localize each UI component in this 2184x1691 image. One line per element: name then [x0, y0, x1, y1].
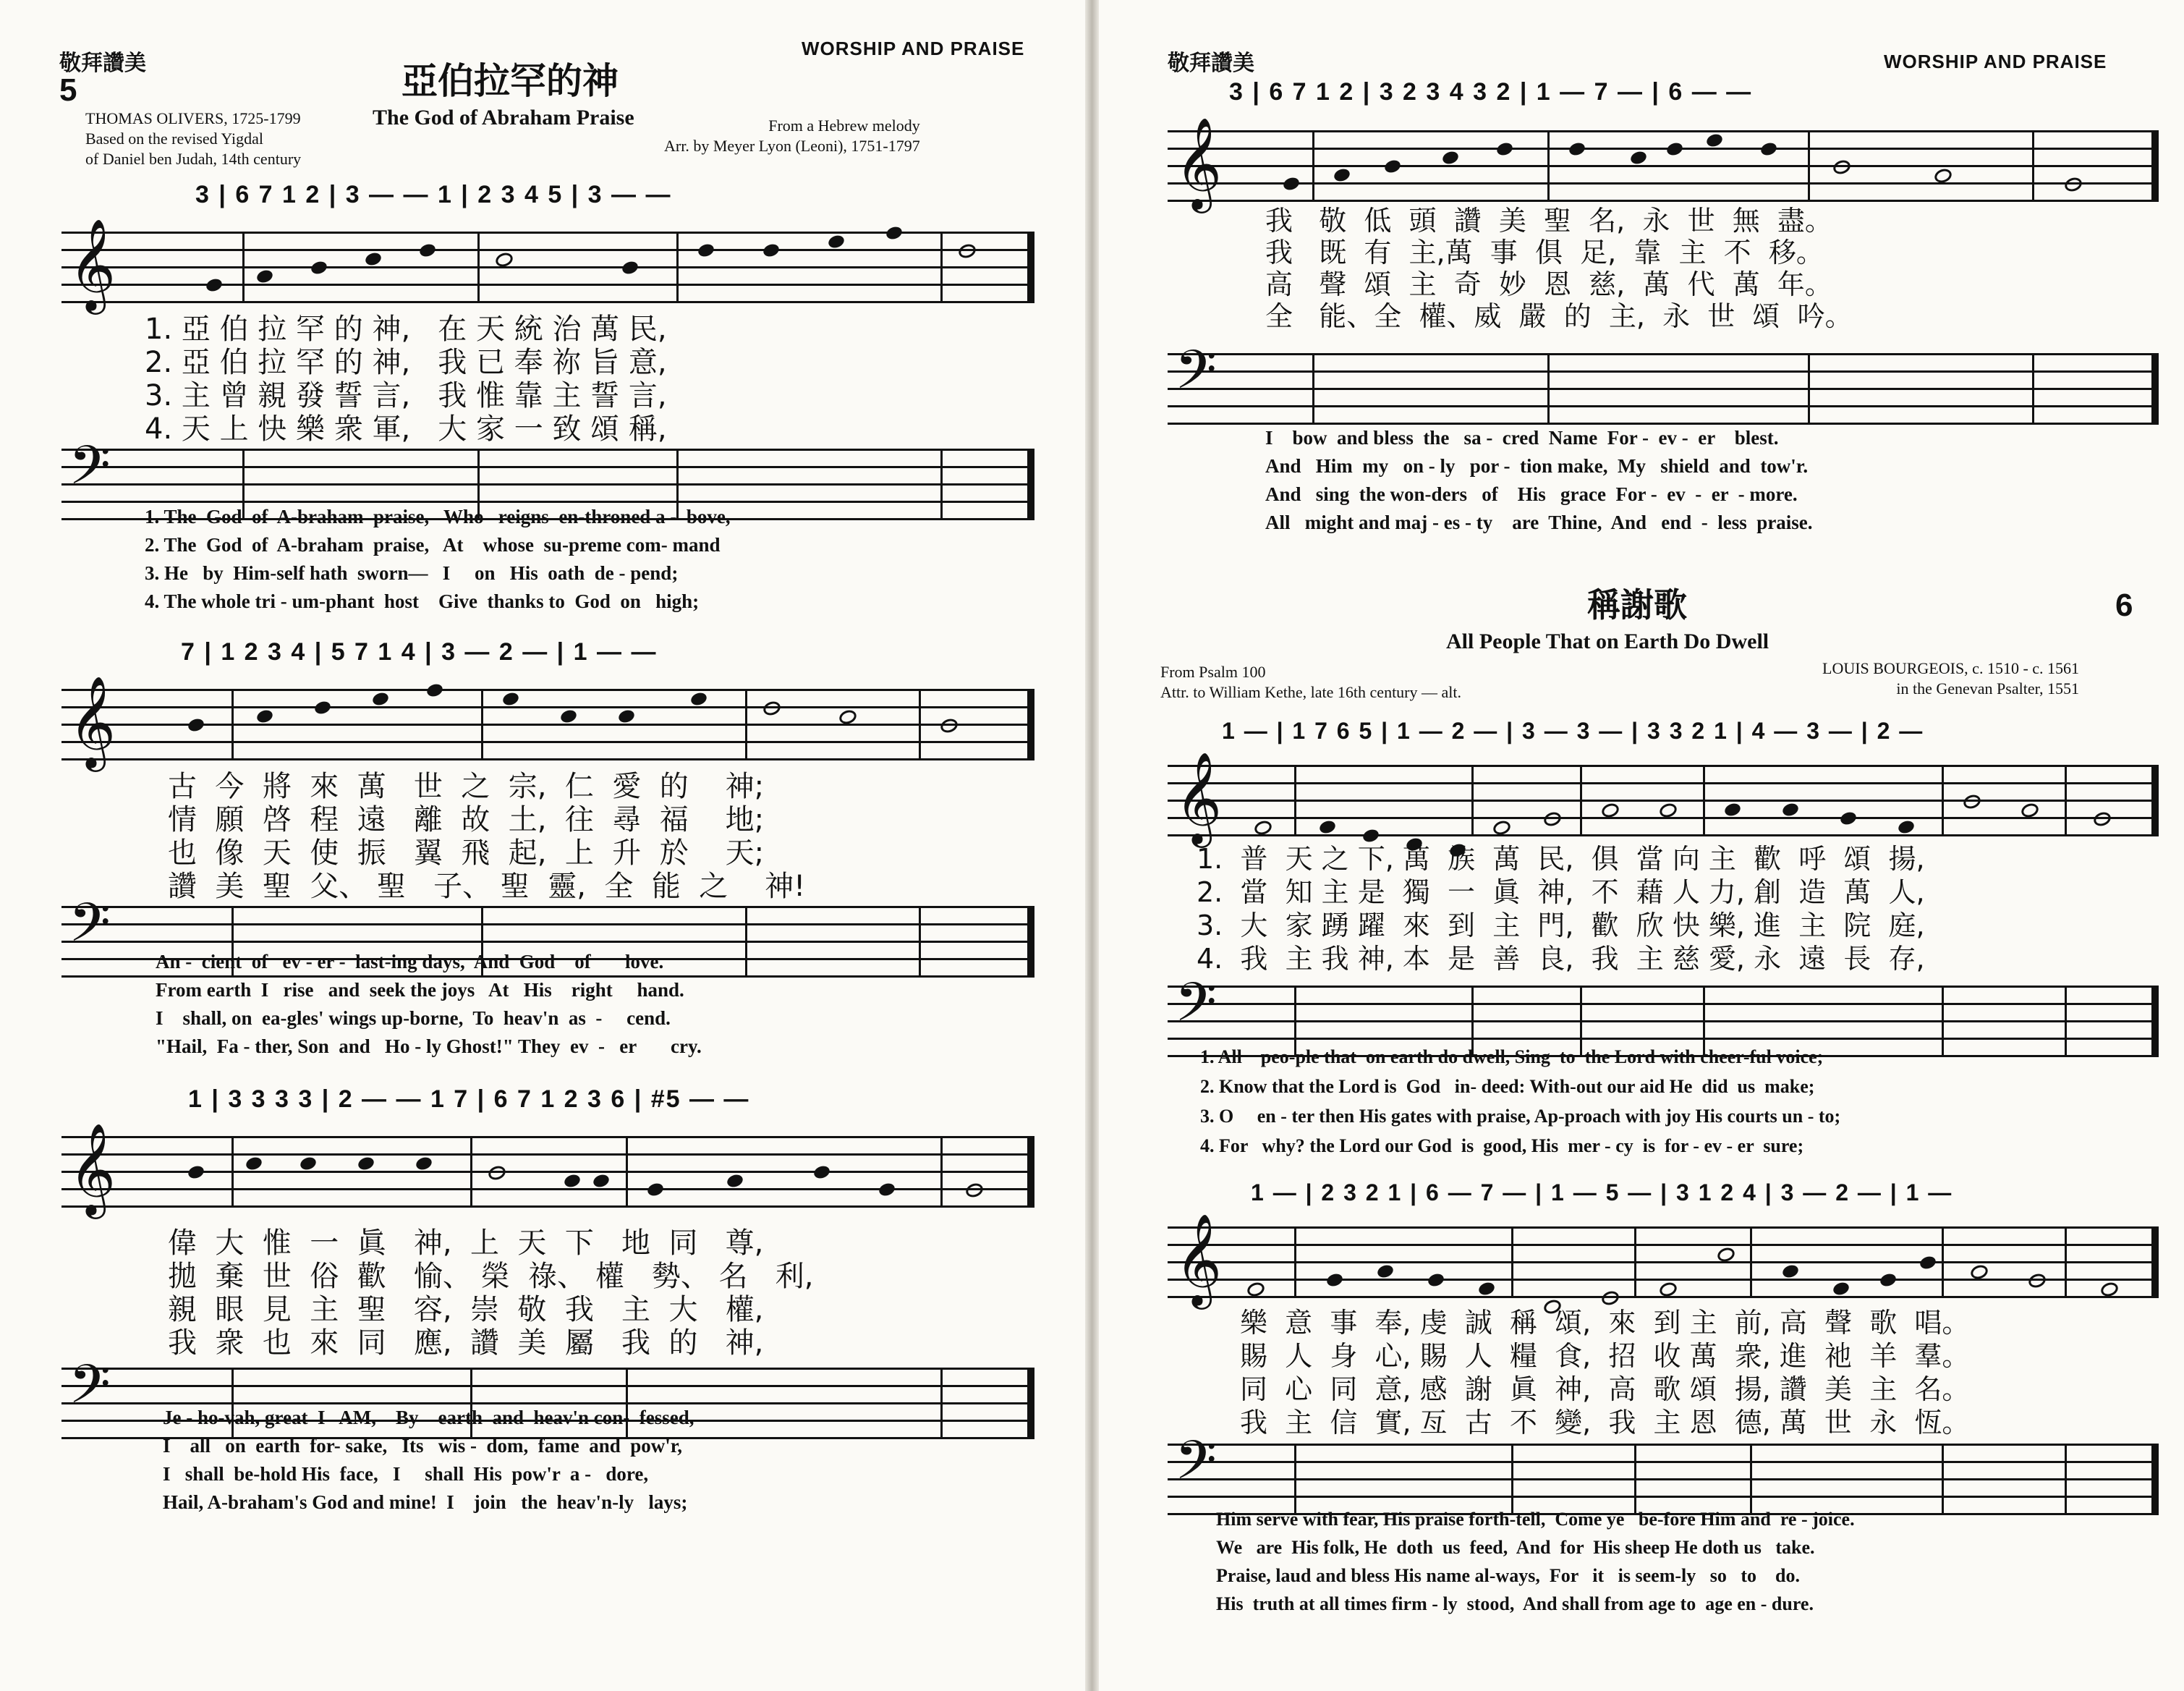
- hymn-title-en: The God of Abraham Praise: [373, 106, 634, 130]
- note-head: [1383, 158, 1402, 175]
- hymn-title-zh: 稱謝歌: [1587, 585, 1687, 624]
- note-head: [1705, 132, 1724, 149]
- note-head: [1781, 802, 1800, 818]
- note-head: [1495, 141, 1514, 158]
- note-head: [187, 1164, 205, 1181]
- bass-clef-icon: 𝄢: [1175, 339, 1217, 415]
- music-credit: LOUIS BOURGEOIS, c. 1510 - c. 1561 in the Genevan Psalter, 1551: [1822, 659, 2080, 698]
- note-head: [1665, 141, 1684, 158]
- left-page: [0, 0, 1085, 1691]
- author-credit: THOMAS OLIVERS, 1725-1799 Based on the revised Yigdal of Daniel ben Judah, 14th century: [85, 109, 302, 168]
- note-head: [371, 691, 390, 708]
- bass-clef-icon: 𝄢: [69, 1353, 111, 1429]
- note-head: [617, 708, 636, 725]
- bass-clef-icon: 𝄢: [1175, 1429, 1217, 1505]
- category-label: WORSHIP AND PRAISE: [1884, 51, 2107, 72]
- hymn-title-en: All People That on Earth Do Dwell: [1446, 630, 1769, 653]
- bass-staff: [1168, 339, 2159, 423]
- bass-clef-icon: 𝄢: [69, 434, 111, 510]
- bass-clef-icon: 𝄢: [1175, 971, 1217, 1047]
- chinese-lyrics: 古 今 將 來 萬 世 之 宗, 仁 愛 的 神; 情 願 啓 程 遠 離 故 土, 往 尋 福 地; 也 像 天 使 振 翼 飛 起, 上 升 於 天; 讚 美 聖 父、 聖 子、 聖 靈, 全 能 之 神!: [168, 770, 806, 903]
- english-lyrics: 1. The God of A-braham praise, Who reigns en-throned a - bove, 2. The God of A-braham praise, At whose su-preme com- mand 3. He by Him-self hath sworn— I on His oath de - pend; 4. The whole tri - um-phant host Give thanks to God on high;: [145, 506, 731, 612]
- jianpu-numbers: 1 | 3 3 3 3 | 2 — — 1 7 | 6 7 1 2 3 6 | #5 — —: [188, 1085, 750, 1113]
- note-head: [939, 716, 960, 734]
- note-head: [1441, 150, 1460, 166]
- treble-clef-icon: 𝄞: [1175, 116, 1223, 209]
- book-gutter: [1085, 0, 1099, 1691]
- note-head: [1376, 1263, 1395, 1280]
- note-head: [726, 1173, 744, 1190]
- note-head: [563, 1173, 582, 1190]
- note-head: [501, 691, 520, 708]
- note-head: [1962, 792, 1983, 810]
- note-head: [1542, 810, 1563, 828]
- note-head: [2092, 810, 2113, 828]
- note-head: [827, 234, 846, 250]
- jianpu-numbers: 1 — | 2 3 2 1 | 6 — 7 — | 1 — 5 — | 3 1 2 4 | 3 — 2 — | 1 —: [1251, 1179, 1953, 1205]
- treble-staff: [1168, 1213, 2159, 1305]
- note-head: [1832, 158, 1853, 176]
- treble-staff: [1168, 116, 2159, 209]
- note-head: [2027, 1271, 2048, 1289]
- chinese-lyrics: 我 敬 低 頭 讚 美 聖 名, 永 世 無 盡。 我 既 有 主,萬 事 俱 足, 靠 主 不 移。 高 聲 頌 主 奇 妙 恩 慈, 萬 代 萬 年。 全 能、全 權、威 嚴 的 主, 永 世 頌 吟。: [1265, 205, 1853, 332]
- treble-staff: [61, 675, 1034, 768]
- chinese-lyrics: 偉 大 惟 一 眞 神, 上 天 下 地 同 尊, 拋 棄 世 俗 歡 愉、 榮 祿、 權 勢、 名 利, 親 眼 見 主 聖 容, 崇 敬 我 主 大 權, 我 衆 也 來 同 應, 讚 美 屬 我 的 神,: [168, 1226, 814, 1360]
- note-head: [255, 708, 274, 725]
- note-head: [1318, 819, 1337, 836]
- note-head: [1477, 1281, 1496, 1297]
- note-head: [1832, 1281, 1851, 1297]
- treble-clef-icon: 𝄞: [1175, 751, 1223, 844]
- note-head: [418, 242, 437, 259]
- jianpu-numbers: 3 | 6 7 1 2 | 3 2 3 4 3 2 | 1 — 7 — | 6 — —: [1229, 78, 1753, 106]
- note-head: [310, 260, 328, 276]
- category-label: WORSHIP AND PRAISE: [802, 38, 1025, 59]
- note-head: [621, 260, 640, 276]
- note-head: [487, 1164, 508, 1182]
- chinese-lyrics: 1. 普 天 之 下, 萬 族 萬 民, 俱 當 向 主 歡 呼 頌 揚, 2. 當 知 主 是 獨 一 眞 神, 不 藉 人 力, 創 造 萬 人, 3. 大 家 踴 躍 來 到 主 門, 歡 欣 快 樂, 進 主 院 庭, 4. 我 主 我 神, 本 是 善 良, 我 主 慈 愛, 永 遠 長 存,: [1197, 843, 1925, 975]
- right-page: [1099, 0, 2184, 1691]
- note-head: [957, 242, 978, 260]
- note-head: [1839, 810, 1858, 827]
- music-credit: From a Hebrew melody Arr. by Meyer Lyon (Leoni), 1751-1797: [664, 116, 920, 155]
- note-head: [964, 1181, 985, 1199]
- treble-staff: [61, 218, 1034, 310]
- note-head: [762, 699, 783, 717]
- english-lyrics: I bow and bless the sa - cred Name For - ev - er blest. And Him my on - ly por - tion make, My shield and tow'r. And sing the won-ders of His grace For - ev - er - more. All might and maj - es - ty are Thine, And end - less praise.: [1265, 427, 1813, 533]
- bass-clef-icon: 𝄢: [69, 891, 111, 967]
- treble-clef-icon: 𝄞: [69, 218, 116, 310]
- note-head: [2063, 175, 2084, 193]
- note-head: [364, 251, 383, 268]
- note-head: [885, 225, 904, 242]
- note-head: [1361, 828, 1380, 844]
- note-head: [255, 268, 274, 285]
- hymn-number: 6: [2115, 588, 2133, 623]
- section-label: 敬拜讚美: [1168, 51, 1254, 76]
- treble-staff: [61, 1122, 1034, 1215]
- note-head: [1282, 176, 1301, 192]
- note-head: [313, 700, 332, 716]
- note-head: [592, 1173, 611, 1190]
- english-lyrics: An - cient of ev - er - last-ing days, And God of love. From earth I rise and seek the joys At His right hand. I shall, on ea-gles' wings up-borne, To heav'n as - cend. "Hail, Fa - ther, Son and Ho - ly Ghost!" They ev - er cry.: [156, 951, 702, 1057]
- note-head: [812, 1164, 831, 1181]
- hymn-title-zh: 亞伯拉罕的神: [401, 60, 619, 102]
- note-head: [245, 1156, 263, 1172]
- note-head: [357, 1156, 375, 1172]
- jianpu-numbers: 1 — | 1 7 6 5 | 1 — 2 — | 3 — 3 — | 3 3 2 1 | 4 — 3 — | 2 —: [1222, 718, 1924, 744]
- chinese-lyrics: 1. 亞 伯 拉 罕 的 神, 在 天 統 治 萬 民, 2. 亞 伯 拉 罕 的 神, 我 已 奉 祢 旨 意, 3. 主 曾 親 發 誓 言, 我 惟 靠 主 誓 言, 4. 天 上 快 樂 衆 軍, 大 家 一 致 頌 稱,: [145, 313, 667, 446]
- note-head: [646, 1182, 665, 1198]
- note-head: [1600, 1289, 1621, 1307]
- treble-staff: [1168, 751, 2159, 844]
- note-head: [425, 682, 444, 699]
- treble-clef-icon: 𝄞: [69, 675, 116, 768]
- note-head: [1333, 167, 1351, 184]
- jianpu-numbers: 7 | 1 2 3 4 | 5 7 1 4 | 3 — 2 — | 1 — —: [181, 638, 658, 666]
- note-head: [762, 242, 781, 259]
- note-head: [559, 708, 578, 725]
- section-label: 敬拜讚美: [59, 51, 146, 76]
- note-head: [299, 1156, 318, 1172]
- note-head: [1568, 141, 1586, 158]
- note-head: [415, 1156, 433, 1172]
- note-head: [1325, 1272, 1344, 1289]
- note-head: [1897, 819, 1916, 836]
- chinese-lyrics: 樂 意 事 奉, 虔 誠 稱 頌, 來 到 主 前, 高 聲 歌 唱。 賜 人 身 心, 賜 人 糧 食, 招 收 萬 衆, 進 祂 羊 羣。 同 心 同 意, 感 謝 眞 神, 高 歌 頌 揚, 讚 美 主 名。 我 主 信 實, 亙 古 不 變, 我 主 恩 德, 萬 世 永 恆。: [1240, 1307, 1970, 1438]
- note-head: [1759, 141, 1778, 158]
- note-head: [1427, 1272, 1445, 1289]
- author-credit: From Psalm 100 Attr. to William Kethe, late 16th century — alt.: [1160, 663, 1462, 701]
- note-head: [1723, 802, 1742, 818]
- note-head: [697, 242, 715, 259]
- jianpu-numbers: 3 | 6 7 1 2 | 3 — — 1 | 2 3 4 5 | 3 — —: [195, 181, 672, 208]
- note-head: [1879, 1272, 1898, 1289]
- treble-clef-icon: 𝄞: [1175, 1213, 1223, 1305]
- note-head: [689, 691, 708, 708]
- treble-clef-icon: 𝄞: [69, 1122, 116, 1215]
- note-head: [1781, 1263, 1800, 1280]
- english-lyrics: 1. All peo-ple that on earth do dwell, Sing to the Lord with cheer-ful voice; 2. Know that the Lord is God in- deed: With-out our aid He did us make; 3. O en - ter then His gates with praise, Ap-proach with joy His courts un - to; 4. For why? the Lord our God is good, His mer - cy is for - ev - er sure;: [1200, 1046, 1841, 1156]
- hymn-number: 5: [59, 72, 77, 108]
- bass-staff: [1168, 1429, 2159, 1513]
- note-head: [1629, 150, 1648, 166]
- note-head: [187, 717, 205, 734]
- note-head: [1919, 1255, 1937, 1271]
- note-head: [878, 1182, 896, 1198]
- english-lyrics: Je - ho-vah, great I AM, By earth and heav'n con- fessed, I all on earth for- sake, Its wis - dom, fame and pow'r, I shall be-hold His face, I shall His pow'r a - dore, Hail, A-braham's God and mine! I join the heav'n-ly lays;: [163, 1407, 694, 1513]
- note-head: [205, 277, 224, 294]
- english-lyrics: Him serve with fear, His praise forth-tell, Come ye be-fore Him and re - joice. We are His folk, He doth us feed, And for His sheep He doth us take. Praise, laud and bless His name al-ways, For it is seem-ly so to do. His truth at all times firm - ly stood, And shall from age to age en - dure.: [1216, 1509, 1855, 1614]
